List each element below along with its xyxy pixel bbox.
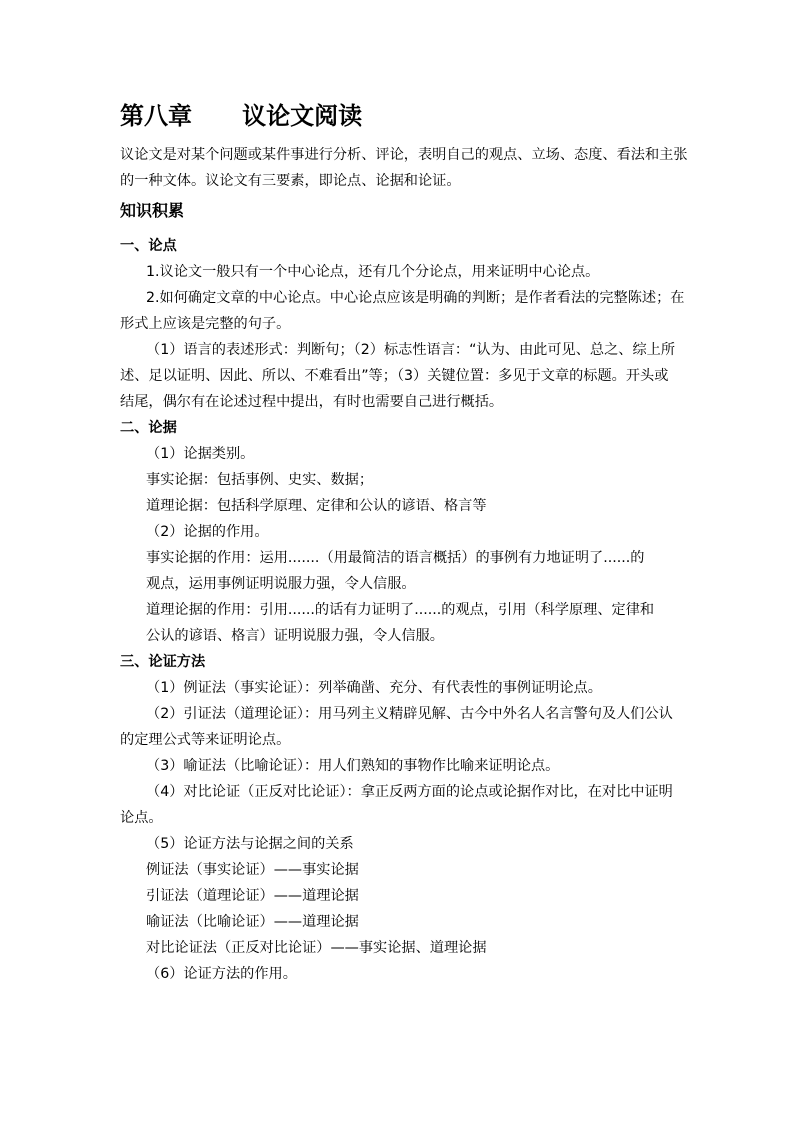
body-line: 引证法（道理论证）——道理论据 [146,888,359,904]
body-line: 道理论据的作用：引用......的话有力证明了......的观点，引用（科学原理、定律和 [146,602,655,618]
body-line: （2）论据的作用。 [146,524,269,540]
section-heading: 二、论据 [120,420,177,436]
chapter-title: 第八章 议论文阅读 [120,101,363,130]
body-line: 2.如何确定文章的中心论点。中心论点应该是明确的判断；是作者看法的完整陈述；在 [146,290,685,306]
body-line: 观点，运用事例证明说服力强，令人信服。 [146,576,416,592]
body-line: 结尾，偶尔有在论述过程中提出，有时也需要自己进行概括。 [120,394,504,410]
body-line: 对比论证法（正反对比论证）——事实论据、道理论据 [146,940,487,956]
body-line: （6）论证方法的作用。 [146,966,297,982]
body-line: 事实论据的作用：运用.......（用最简洁的语言概括）的事例有力地证明了......的 [146,550,645,566]
body-line: 形式上应该是完整的句子。 [120,316,291,332]
body-line: （3）喻证法（比喻论证）：用人们熟知的事物作比喻来证明论点。 [146,758,560,774]
body-line: 论点。 [120,810,163,826]
body-line: （4）对比论证（正反对比论证）：拿正反两方面的论点或论据作对比，在对比中证明 [146,784,673,800]
body-line: 事实论据：包括事例、史实、数据； [146,472,374,488]
body-line: 1.议论文一般只有一个中心论点，还有几个分论点，用来证明中心论点。 [146,264,600,280]
intro-line: 的一种文体。议论文有三要素，即论点、论据和论证。 [120,173,461,189]
body-line: 述、足以证明、因此、所以、不难看出”等；（3）关键位置：多见于文章的标题。开头或 [120,368,669,384]
body-line: （1）论据类别。 [146,446,255,462]
section-heading: 一、论点 [120,238,177,254]
body-line: （1）例证法（事实论证）：列举确凿、充分、有代表性的事例证明论点。 [146,680,602,696]
body-line: 喻证法（比喻论证）——道理论据 [146,914,359,930]
body-line: （5）论证方法与论据之间的关系 [146,836,354,852]
body-line: 例证法（事实论证）——事实论据 [146,862,359,878]
knowledge-heading: 知识积累 [120,201,185,220]
body-line: （2）引证法（道理论证）：用马列主义精辟见解、古今中外名人名言警句及人们公认 [146,706,673,722]
section-heading: 三、论证方法 [120,654,206,670]
intro-line: 议论文是对某个问题或某件事进行分析、评论，表明自己的观点、立场、态度、看法和主张 [120,147,688,163]
body-line: 的定理公式等来证明论点。 [120,732,291,748]
body-line: 道理论据：包括科学原理、定律和公认的谚语、格言等 [146,498,487,514]
body-line: （1）语言的表述形式：判断句；（2）标志性语言：“认为、由此可见、总之、综上所 [146,342,676,358]
body-line: 公认的谚语、格言）证明说服力强，令人信服。 [146,628,444,644]
